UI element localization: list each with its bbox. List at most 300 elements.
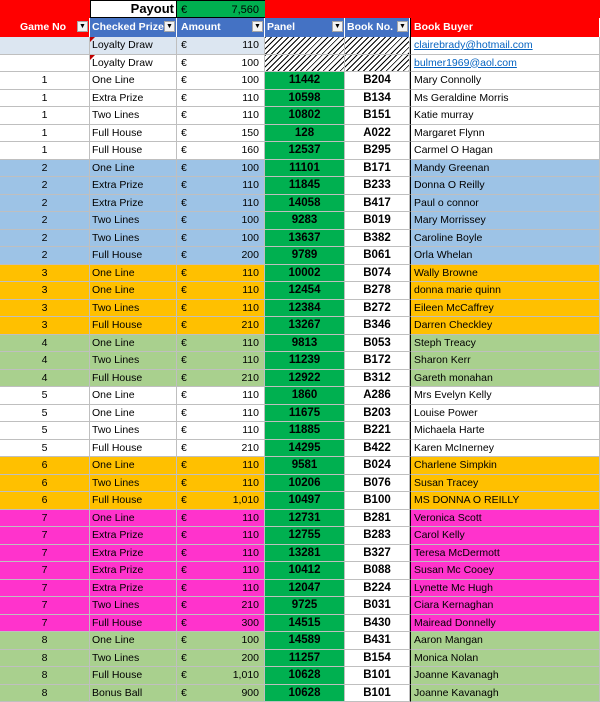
- book-buyer-cell[interactable]: Mary Morrissey: [410, 212, 600, 230]
- book-buyer-cell[interactable]: Darren Checkley: [410, 317, 600, 335]
- book-buyer-cell[interactable]: Joanne Kavanagh: [410, 685, 600, 702]
- game-no-cell[interactable]: 7: [0, 562, 90, 580]
- payout-label[interactable]: Payout: [90, 0, 177, 18]
- amount-cell[interactable]: [177, 125, 265, 143]
- amount-cell[interactable]: [177, 142, 265, 160]
- game-no-cell[interactable]: 6: [0, 475, 90, 493]
- amount-cell[interactable]: [177, 440, 265, 458]
- amount-cell[interactable]: [177, 562, 265, 580]
- game-no-cell[interactable]: 4: [0, 335, 90, 353]
- amount-value: 110: [242, 37, 259, 54]
- book-no-cell[interactable]: B224: [345, 580, 410, 598]
- book-buyer-cell[interactable]: Mrs Evelyn Kelly: [410, 387, 600, 405]
- amount-value: 210: [241, 370, 259, 387]
- panel-cell[interactable]: 11442: [265, 72, 345, 90]
- amount-cell[interactable]: [177, 545, 265, 563]
- amount-cell[interactable]: [177, 492, 265, 510]
- currency-symbol: €: [181, 107, 187, 124]
- book-no-cell[interactable]: B382: [345, 230, 410, 248]
- game-no-cell[interactable]: 1: [0, 107, 90, 125]
- amount-cell[interactable]: [177, 282, 265, 300]
- panel-cell[interactable]: 9725: [265, 597, 345, 615]
- book-no-cell[interactable]: B430: [345, 615, 410, 633]
- game-no-cell[interactable]: 7: [0, 545, 90, 563]
- book-buyer-cell[interactable]: Eileen McCaffrey: [410, 300, 600, 318]
- currency-symbol: €: [181, 545, 187, 562]
- checked-prize-cell[interactable]: Full House: [90, 370, 177, 388]
- amount-cell[interactable]: [177, 475, 265, 493]
- book-buyer-cell[interactable]: Susan Mc Cooey: [410, 562, 600, 580]
- panel-cell[interactable]: 12731: [265, 510, 345, 528]
- book-no-cell[interactable]: B031: [345, 597, 410, 615]
- checked-prize-cell[interactable]: Extra Prize: [90, 562, 177, 580]
- table-row: [0, 597, 600, 615]
- amount-cell[interactable]: [177, 632, 265, 650]
- game-no-cell[interactable]: 3: [0, 300, 90, 318]
- amount-value: 200: [241, 650, 259, 667]
- game-no-cell[interactable]: 1: [0, 72, 90, 90]
- table-row: [0, 457, 600, 475]
- panel-cell[interactable]: 10598: [265, 90, 345, 108]
- checked-prize-cell[interactable]: Two Lines: [90, 230, 177, 248]
- header-checked-prize-label: Checked Prize: [92, 21, 164, 33]
- checked-prize-cell[interactable]: Full House: [90, 247, 177, 265]
- checked-prize-cell[interactable]: Extra Prize: [90, 580, 177, 598]
- checked-prize-cell[interactable]: Full House: [90, 667, 177, 685]
- amount-cell[interactable]: [177, 370, 265, 388]
- panel-cell[interactable]: 14058: [265, 195, 345, 213]
- book-no-cell[interactable]: B295: [345, 142, 410, 160]
- panel-cell[interactable]: 10497: [265, 492, 345, 510]
- book-buyer-cell[interactable]: Aaron Mangan: [410, 632, 600, 650]
- panel-cell[interactable]: 12384: [265, 300, 345, 318]
- checked-prize-cell[interactable]: Two Lines: [90, 352, 177, 370]
- book-no-cell[interactable]: B272: [345, 300, 410, 318]
- amount-cell[interactable]: [177, 650, 265, 668]
- header-game-no-label: Game No: [20, 21, 66, 33]
- panel-cell[interactable]: 14515: [265, 615, 345, 633]
- filter-dropdown-icon[interactable]: ▼: [397, 21, 408, 32]
- amount-cell[interactable]: [177, 317, 265, 335]
- book-buyer-cell[interactable]: Steph Treacy: [410, 335, 600, 353]
- checked-prize-cell[interactable]: One Line: [90, 457, 177, 475]
- amount-value: 100: [241, 230, 259, 247]
- currency-symbol: €: [181, 335, 187, 352]
- amount-cell[interactable]: [177, 387, 265, 405]
- panel-cell[interactable]: 14295: [265, 440, 345, 458]
- book-buyer-cell[interactable]: Margaret Flynn: [410, 125, 600, 143]
- amount-cell[interactable]: [177, 90, 265, 108]
- table-row: [0, 527, 600, 545]
- currency-symbol: €: [181, 440, 187, 457]
- table-row: [0, 580, 600, 598]
- amount-value: 110: [242, 282, 259, 299]
- checked-prize-cell[interactable]: Full House: [90, 142, 177, 160]
- panel-cell[interactable]: 9813: [265, 335, 345, 353]
- checked-prize-cell[interactable]: Extra Prize: [90, 527, 177, 545]
- currency-symbol: €: [181, 55, 187, 72]
- game-no-cell[interactable]: 1: [0, 142, 90, 160]
- amount-value: 1,010: [233, 492, 259, 509]
- checked-prize-cell[interactable]: Two Lines: [90, 422, 177, 440]
- table-row: [0, 405, 600, 423]
- table-row: [0, 632, 600, 650]
- book-buyer-cell[interactable]: Mairead Donnelly: [410, 615, 600, 633]
- panel-cell[interactable]: 10628: [265, 667, 345, 685]
- game-no-cell[interactable]: 4: [0, 352, 90, 370]
- amount-cell[interactable]: [177, 230, 265, 248]
- book-buyer-cell[interactable]: Charlene Simpkin: [410, 457, 600, 475]
- currency-symbol: €: [181, 422, 187, 439]
- checked-prize-cell[interactable]: Full House: [90, 440, 177, 458]
- book-no-cell[interactable]: B172: [345, 352, 410, 370]
- game-no-cell[interactable]: 2: [0, 195, 90, 213]
- book-no-cell[interactable]: B346: [345, 317, 410, 335]
- panel-cell[interactable]: 12922: [265, 370, 345, 388]
- book-buyer-cell[interactable]: Carmel O Hagan: [410, 142, 600, 160]
- book-no-cell[interactable]: A286: [345, 387, 410, 405]
- header-checked-prize[interactable]: [90, 18, 177, 37]
- book-buyer-cell[interactable]: Veronica Scott: [410, 510, 600, 528]
- filter-dropdown-icon[interactable]: ▼: [77, 21, 88, 32]
- amount-value: 110: [242, 422, 259, 439]
- amount-cell[interactable]: [177, 527, 265, 545]
- book-no-cell[interactable]: B101: [345, 685, 410, 702]
- panel-cell[interactable]: 10002: [265, 265, 345, 283]
- amount-cell[interactable]: [177, 615, 265, 633]
- header-amount[interactable]: [177, 18, 265, 37]
- panel-cell[interactable]: 12047: [265, 580, 345, 598]
- game-no-cell[interactable]: 7: [0, 580, 90, 598]
- amount-cell[interactable]: [177, 457, 265, 475]
- table-row: [0, 422, 600, 440]
- checked-prize-cell[interactable]: One Line: [90, 632, 177, 650]
- book-buyer-cell[interactable]: Michaela Harte: [410, 422, 600, 440]
- currency-symbol: €: [181, 125, 187, 142]
- amount-cell[interactable]: [177, 597, 265, 615]
- book-buyer-cell[interactable]: Ciara Kernaghan: [410, 597, 600, 615]
- checked-prize-cell[interactable]: Bonus Ball: [90, 685, 177, 702]
- table-row: [0, 475, 600, 493]
- panel-cell[interactable]: 13637: [265, 230, 345, 248]
- amount-cell[interactable]: [177, 405, 265, 423]
- book-buyer-cell[interactable]: Carol Kelly: [410, 527, 600, 545]
- panel-cell[interactable]: 1860: [265, 387, 345, 405]
- book-no-cell[interactable]: B204: [345, 72, 410, 90]
- amount-cell[interactable]: [177, 300, 265, 318]
- game-no-cell[interactable]: 7: [0, 597, 90, 615]
- book-no-cell[interactable]: B088: [345, 562, 410, 580]
- book-no-cell[interactable]: B134: [345, 90, 410, 108]
- currency-symbol: €: [181, 37, 187, 54]
- panel-cell[interactable]: 9789: [265, 247, 345, 265]
- game-no-cell[interactable]: 7: [0, 510, 90, 528]
- book-buyer-cell[interactable]: Katie murray: [410, 107, 600, 125]
- panel-cell[interactable]: 11885: [265, 422, 345, 440]
- game-no-cell[interactable]: 7: [0, 615, 90, 633]
- checked-prize-cell[interactable]: One Line: [90, 387, 177, 405]
- book-buyer-cell[interactable]: Ms Geraldine Morris: [410, 90, 600, 108]
- amount-cell[interactable]: [177, 37, 265, 55]
- checked-prize-cell[interactable]: Extra Prize: [90, 90, 177, 108]
- game-no-cell[interactable]: 3: [0, 317, 90, 335]
- panel-cell[interactable]: 11239: [265, 352, 345, 370]
- book-buyer-cell[interactable]: donna marie quinn: [410, 282, 600, 300]
- panel-cell[interactable]: 11257: [265, 650, 345, 668]
- table-row: [0, 510, 600, 528]
- panel-cell[interactable]: 10206: [265, 475, 345, 493]
- panel-cell[interactable]: 11845: [265, 177, 345, 195]
- game-no-cell[interactable]: 5: [0, 422, 90, 440]
- checked-prize-cell[interactable]: Full House: [90, 125, 177, 143]
- panel-cell[interactable]: 128: [265, 125, 345, 143]
- amount-value: 100: [241, 632, 259, 649]
- checked-prize-cell[interactable]: Two Lines: [90, 597, 177, 615]
- filter-dropdown-icon[interactable]: ▼: [252, 21, 263, 32]
- panel-cell[interactable]: 9581: [265, 457, 345, 475]
- book-no-cell[interactable]: B076: [345, 475, 410, 493]
- amount-value: 110: [242, 562, 259, 579]
- panel-cell[interactable]: 14589: [265, 632, 345, 650]
- checked-prize-cell[interactable]: Extra Prize: [90, 195, 177, 213]
- amount-cell[interactable]: [177, 335, 265, 353]
- table-row: [0, 545, 600, 563]
- panel-cell[interactable]: 10802: [265, 107, 345, 125]
- book-buyer-cell[interactable]: Donna O Reilly: [410, 177, 600, 195]
- game-no-cell[interactable]: 6: [0, 492, 90, 510]
- table-row: [0, 335, 600, 353]
- book-buyer-cell[interactable]: Lynette Mc Hugh: [410, 580, 600, 598]
- table-row: [0, 440, 600, 458]
- amount-value: 110: [242, 300, 259, 317]
- book-buyer-cell[interactable]: Louise Power: [410, 405, 600, 423]
- book-no-cell[interactable]: B151: [345, 107, 410, 125]
- book-no-cell[interactable]: B203: [345, 405, 410, 423]
- amount-cell[interactable]: [177, 177, 265, 195]
- checked-prize-cell[interactable]: Extra Prize: [90, 545, 177, 563]
- panel-cell[interactable]: 12454: [265, 282, 345, 300]
- book-buyer-cell[interactable]: Mandy Greenan: [410, 160, 600, 178]
- panel-cell[interactable]: 11675: [265, 405, 345, 423]
- header-game-no[interactable]: [0, 18, 90, 37]
- book-no-cell[interactable]: B019: [345, 212, 410, 230]
- panel-cell[interactable]: 12755: [265, 527, 345, 545]
- checked-prize-cell[interactable]: One Line: [90, 282, 177, 300]
- panel-cell[interactable]: [265, 37, 345, 55]
- buyer-email-link[interactable]: clairebrady@hotmail.com: [410, 37, 600, 55]
- table-row: [0, 160, 600, 178]
- book-buyer-cell[interactable]: Susan Tracey: [410, 475, 600, 493]
- book-no-cell[interactable]: B154: [345, 650, 410, 668]
- book-no-cell[interactable]: [345, 37, 410, 55]
- book-buyer-cell[interactable]: Mary Connolly: [410, 72, 600, 90]
- header-book-buyer[interactable]: [410, 18, 600, 37]
- book-buyer-cell[interactable]: MS DONNA O REILLY: [410, 492, 600, 510]
- amount-cell[interactable]: [177, 510, 265, 528]
- currency-symbol: €: [181, 90, 187, 107]
- book-no-cell[interactable]: B283: [345, 527, 410, 545]
- panel-cell[interactable]: 10628: [265, 685, 345, 702]
- book-buyer-cell[interactable]: Paul o connor: [410, 195, 600, 213]
- amount-cell[interactable]: [177, 265, 265, 283]
- book-no-cell[interactable]: B053: [345, 335, 410, 353]
- checked-prize-cell[interactable]: Full House: [90, 615, 177, 633]
- currency-symbol: €: [181, 72, 187, 89]
- checked-prize-cell[interactable]: Loyalty Draw: [90, 55, 177, 73]
- book-no-cell[interactable]: B431: [345, 632, 410, 650]
- filter-dropdown-icon[interactable]: ▼: [332, 21, 343, 32]
- amount-value: 210: [241, 317, 259, 334]
- book-no-cell[interactable]: B417: [345, 195, 410, 213]
- book-no-cell[interactable]: B074: [345, 265, 410, 283]
- currency-symbol: €: [181, 177, 187, 194]
- book-no-cell[interactable]: B278: [345, 282, 410, 300]
- currency-symbol: €: [181, 230, 187, 247]
- game-no-cell[interactable]: 6: [0, 457, 90, 475]
- book-buyer-cell[interactable]: Monica Nolan: [410, 650, 600, 668]
- game-no-cell[interactable]: 3: [0, 265, 90, 283]
- currency-symbol: €: [181, 405, 187, 422]
- game-no-cell[interactable]: 2: [0, 247, 90, 265]
- game-no-cell[interactable]: 2: [0, 177, 90, 195]
- game-no-cell[interactable]: 8: [0, 667, 90, 685]
- game-no-cell[interactable]: 2: [0, 160, 90, 178]
- panel-cell[interactable]: 13281: [265, 545, 345, 563]
- book-no-cell[interactable]: B024: [345, 457, 410, 475]
- table-row: [0, 195, 600, 213]
- book-no-cell[interactable]: [345, 55, 410, 73]
- game-no-cell[interactable]: [0, 55, 90, 73]
- book-buyer-cell[interactable]: Sharon Kerr: [410, 352, 600, 370]
- currency-symbol: €: [181, 142, 187, 159]
- currency-symbol: €: [181, 387, 187, 404]
- header-panel[interactable]: [265, 18, 345, 37]
- comment-indicator-icon: [90, 37, 95, 42]
- amount-cell[interactable]: [177, 247, 265, 265]
- checked-prize-cell[interactable]: Loyalty Draw: [90, 37, 177, 55]
- game-no-cell[interactable]: 8: [0, 632, 90, 650]
- checked-prize-cell[interactable]: Full House: [90, 492, 177, 510]
- panel-cell[interactable]: 11101: [265, 160, 345, 178]
- checked-prize-cell[interactable]: Full House: [90, 317, 177, 335]
- game-no-cell[interactable]: [0, 37, 90, 55]
- game-no-cell[interactable]: 1: [0, 125, 90, 143]
- table-row: [0, 37, 600, 55]
- table-row: [0, 370, 600, 388]
- book-buyer-cell[interactable]: Caroline Boyle: [410, 230, 600, 248]
- book-no-cell[interactable]: B061: [345, 247, 410, 265]
- game-no-cell[interactable]: 4: [0, 370, 90, 388]
- book-buyer-cell[interactable]: Teresa McDermott: [410, 545, 600, 563]
- panel-cell[interactable]: 10412: [265, 562, 345, 580]
- game-no-cell[interactable]: 2: [0, 212, 90, 230]
- currency-symbol: €: [181, 212, 187, 229]
- amount-cell[interactable]: [177, 685, 265, 702]
- book-no-cell[interactable]: B233: [345, 177, 410, 195]
- book-buyer-cell[interactable]: Joanne Kavanagh: [410, 667, 600, 685]
- amount-value: 110: [242, 265, 259, 282]
- game-no-cell[interactable]: 3: [0, 282, 90, 300]
- book-buyer-cell[interactable]: Gareth monahan: [410, 370, 600, 388]
- amount-cell[interactable]: [177, 667, 265, 685]
- book-no-cell[interactable]: B327: [345, 545, 410, 563]
- panel-cell[interactable]: 13267: [265, 317, 345, 335]
- table-row: [0, 492, 600, 510]
- checked-prize-cell[interactable]: Two Lines: [90, 212, 177, 230]
- book-no-cell[interactable]: B312: [345, 370, 410, 388]
- panel-cell[interactable]: 12537: [265, 142, 345, 160]
- amount-value: 110: [242, 527, 259, 544]
- checked-prize-cell[interactable]: Two Lines: [90, 475, 177, 493]
- book-no-cell[interactable]: B281: [345, 510, 410, 528]
- buyer-email-link[interactable]: bulmer1969@aol.com: [410, 55, 600, 73]
- amount-cell[interactable]: [177, 107, 265, 125]
- checked-prize-cell[interactable]: One Line: [90, 265, 177, 283]
- game-no-cell[interactable]: 8: [0, 650, 90, 668]
- filter-dropdown-icon[interactable]: ▼: [164, 21, 175, 32]
- amount-value: 100: [241, 72, 259, 89]
- table-row: [0, 107, 600, 125]
- checked-prize-cell[interactable]: One Line: [90, 405, 177, 423]
- book-buyer-cell[interactable]: Orla Whelan: [410, 247, 600, 265]
- checked-prize-cell[interactable]: Extra Prize: [90, 177, 177, 195]
- book-no-cell[interactable]: B422: [345, 440, 410, 458]
- amount-cell[interactable]: [177, 422, 265, 440]
- currency-symbol: €: [181, 597, 187, 614]
- book-no-cell[interactable]: B100: [345, 492, 410, 510]
- table-row: [0, 650, 600, 668]
- header-book-no-label: Book No.: [347, 21, 393, 33]
- amount-cell[interactable]: [177, 55, 265, 73]
- book-buyer-cell[interactable]: Karen McInerney: [410, 440, 600, 458]
- panel-cell[interactable]: [265, 55, 345, 73]
- checked-prize-cell[interactable]: One Line: [90, 72, 177, 90]
- book-no-cell[interactable]: A022: [345, 125, 410, 143]
- amount-cell[interactable]: [177, 580, 265, 598]
- checked-prize-cell[interactable]: Two Lines: [90, 300, 177, 318]
- game-no-cell[interactable]: 8: [0, 685, 90, 702]
- book-no-cell[interactable]: B221: [345, 422, 410, 440]
- checked-prize-cell[interactable]: One Line: [90, 160, 177, 178]
- amount-cell[interactable]: [177, 352, 265, 370]
- table-row: [0, 685, 600, 702]
- book-no-cell[interactable]: B101: [345, 667, 410, 685]
- game-no-cell[interactable]: 5: [0, 387, 90, 405]
- game-no-cell[interactable]: 1: [0, 90, 90, 108]
- game-no-cell[interactable]: 5: [0, 440, 90, 458]
- header-book-no[interactable]: [345, 18, 410, 37]
- amount-cell[interactable]: [177, 212, 265, 230]
- book-no-cell[interactable]: B171: [345, 160, 410, 178]
- game-no-cell[interactable]: 7: [0, 527, 90, 545]
- checked-prize-cell[interactable]: Two Lines: [90, 107, 177, 125]
- amount-cell[interactable]: [177, 195, 265, 213]
- payout-amount-cell[interactable]: [177, 0, 265, 18]
- panel-cell[interactable]: 9283: [265, 212, 345, 230]
- amount-cell[interactable]: [177, 72, 265, 90]
- table-row: [0, 55, 600, 73]
- table-row: [0, 352, 600, 370]
- table-row: [0, 90, 600, 108]
- book-buyer-cell[interactable]: Wally Browne: [410, 265, 600, 283]
- amount-cell[interactable]: [177, 160, 265, 178]
- checked-prize-cell[interactable]: Two Lines: [90, 650, 177, 668]
- amount-value: 110: [242, 387, 259, 404]
- checked-prize-cell[interactable]: One Line: [90, 510, 177, 528]
- game-no-cell[interactable]: 2: [0, 230, 90, 248]
- checked-prize-cell[interactable]: One Line: [90, 335, 177, 353]
- game-no-cell[interactable]: 5: [0, 405, 90, 423]
